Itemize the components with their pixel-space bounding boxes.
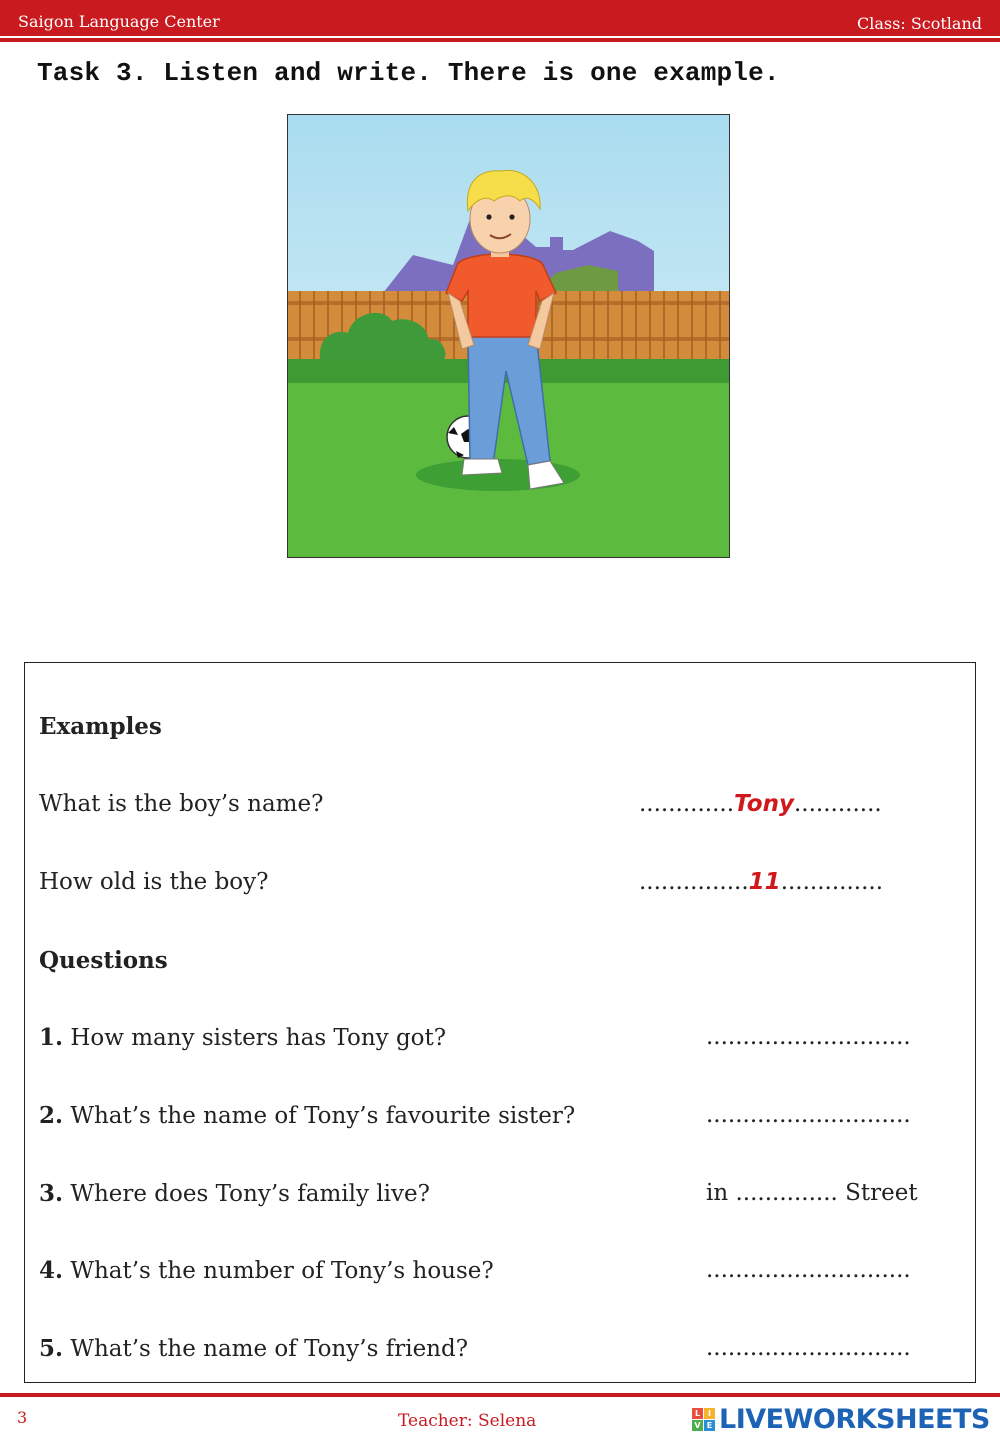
class-label: Class: Scotland xyxy=(857,14,982,33)
footer-rule xyxy=(0,1393,1000,1397)
question-5 xyxy=(39,1335,468,1362)
answer-blank-4[interactable]: ............................ xyxy=(706,1257,911,1283)
task-title: Task 3. Listen and write. There is one example. xyxy=(37,58,780,88)
question-4 xyxy=(39,1257,494,1284)
liveworksheets-logo[interactable] xyxy=(692,1404,990,1435)
question-text: What’s the number of Tony’s house? xyxy=(70,1258,494,1284)
answer-blank-5[interactable]: ............................ xyxy=(706,1335,911,1361)
header-bar xyxy=(0,0,1000,36)
liveworksheets-logo-icon: L I V E xyxy=(692,1408,715,1431)
header-rule xyxy=(0,38,1000,42)
question-text: Where does Tony’s family live? xyxy=(70,1181,430,1207)
questions-box xyxy=(24,662,976,1383)
center-name: Saigon Language Center xyxy=(18,12,220,31)
boy-with-football-icon xyxy=(287,114,730,558)
answer-blank-2[interactable]: ............................ xyxy=(706,1102,911,1128)
question-2 xyxy=(39,1102,575,1129)
question-number: 3. xyxy=(39,1180,64,1207)
question-number: 2. xyxy=(39,1102,64,1129)
question-text: What’s the name of Tony’s favourite sister? xyxy=(70,1103,576,1129)
answer-blank-1[interactable]: ............................ xyxy=(706,1024,911,1050)
example-answer-value: 11 xyxy=(748,869,781,895)
question-text: How many sisters has Tony got? xyxy=(70,1025,447,1051)
brand-name: LIVEWORKSHEETS xyxy=(719,1404,990,1435)
example-question-1: What is the boy’s name? xyxy=(39,791,324,817)
question-number: 4. xyxy=(39,1257,64,1284)
question-number: 5. xyxy=(39,1335,64,1362)
teacher-name: Teacher: Selena xyxy=(398,1411,537,1431)
examples-heading: Examples xyxy=(39,713,162,740)
question-text: What’s the name of Tony’s friend? xyxy=(70,1336,469,1362)
question-number: 1. xyxy=(39,1024,64,1051)
page-number: 3 xyxy=(17,1408,28,1427)
question-3 xyxy=(39,1180,430,1207)
example-answer-value: Tony xyxy=(734,791,794,817)
answer-blank-3[interactable]: in .............. Street xyxy=(706,1180,918,1206)
example-question-2: How old is the boy? xyxy=(39,869,269,895)
example-answer-1: .............Tony............ xyxy=(639,791,882,817)
example-answer-2: ...............11.............. xyxy=(639,869,884,895)
question-1 xyxy=(39,1024,446,1051)
questions-heading: Questions xyxy=(39,947,168,974)
